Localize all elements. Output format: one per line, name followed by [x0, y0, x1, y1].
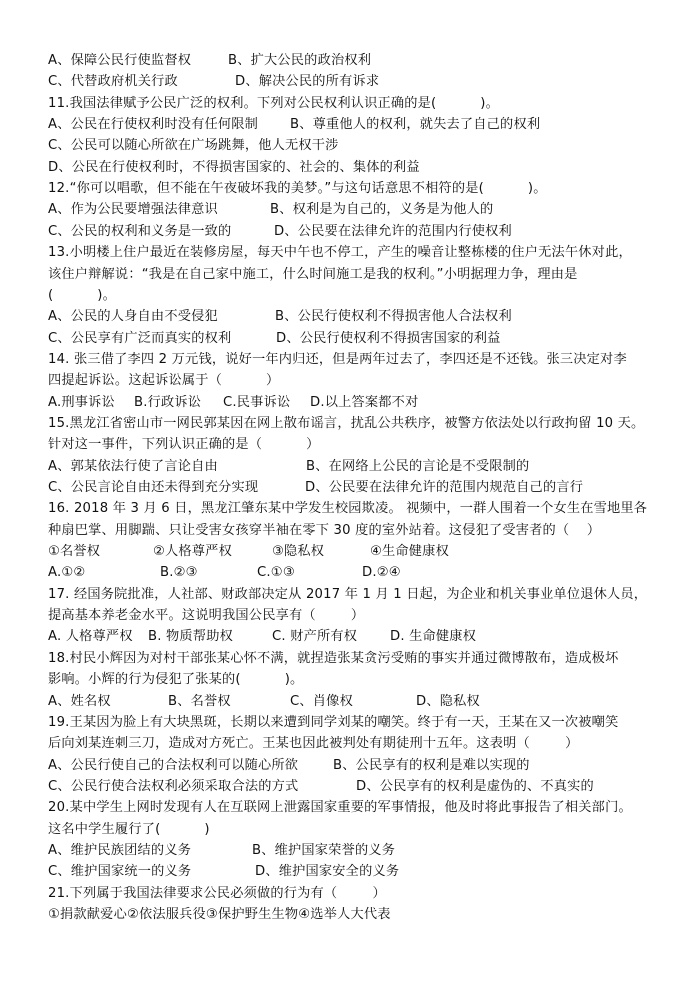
- question-line: 20.某中学生上网时发现有人在互联网上泄露国家重要的军事情报，他及时将此事报告了相关部门。: [48, 800, 632, 816]
- question-line: 该住户辩解说：“我是在自己家中施工，什么时间施工是我的权利。”小明据理力争，理由是: [48, 266, 578, 282]
- option-item: A.刑事诉讼: [48, 394, 115, 410]
- option-b: D、公民要在法律允许的范围内规范自己的言行: [305, 480, 584, 495]
- option-item: A.①②: [48, 565, 86, 581]
- option-b: B、维护国家荣誉的义务: [252, 842, 396, 858]
- option-b: D、公民行使权利不得损害国家的利益: [276, 330, 501, 346]
- option-row: [48, 456, 648, 477]
- question-line: 12.“你可以唱歌，但不能在午夜破坏我的美梦。”与这句话意思不相符的是( )。: [48, 181, 547, 197]
- option-item: C. 财产所有权: [272, 629, 358, 645]
- question-line: 15.黑龙江省密山市一网民郭某因在网上散布谣言，扰乱公共秩序，被警方依法处以行政拘留 10 天。: [48, 415, 645, 431]
- option-b: B、权利是为自己的，义务是为他人的: [270, 202, 494, 218]
- option-item: B. 物质帮助权: [148, 629, 233, 645]
- option-row: [48, 776, 648, 797]
- option-row: [48, 50, 648, 71]
- option-b: D、维护国家安全的义务: [255, 864, 400, 880]
- option-a: A、公民行使自己的合法权利可以随心所欲: [48, 757, 299, 773]
- option-b: B、公民行使权利不得损害他人合法权利: [275, 309, 512, 325]
- question-line: 提高基本养老金水平。这说明我国公民享有（ ）: [48, 608, 365, 624]
- option-item: D. 生命健康权: [390, 629, 477, 645]
- question-line: 11.我国法律赋予公民广泛的权利。下列对公民权利认识正确的是( )。: [48, 95, 500, 111]
- question-line: 这名中学生履行了( ): [48, 821, 210, 837]
- option-item: ③隐私权: [272, 544, 325, 560]
- question-line: 21.下列属于我国法律要求公民必须做的行为有（ ）: [48, 885, 386, 901]
- question-line: 后向刘某连刺三刀，造成对方死亡。王某也因此被判处有期徒刑十五年。这表明（ ）: [48, 736, 579, 752]
- option-b: B、尊重他人的权利，就失去了自己的权利: [290, 117, 541, 133]
- question-line: C、公民可以随心所欲在广场跳舞，他人无权干涉: [48, 138, 339, 154]
- question-line: ( )。: [48, 287, 116, 303]
- option-row: [48, 71, 648, 92]
- option-b: D、公民享有的权利是虚伪的、不真实的: [356, 778, 594, 794]
- question-line: 影响。小辉的行为侵犯了张某的( )。: [48, 672, 304, 688]
- option-item: D.②④: [362, 565, 401, 581]
- option-item: A. 人格尊严权: [48, 629, 133, 645]
- option-item: B.行政诉讼: [134, 394, 202, 410]
- option-row: [48, 562, 648, 583]
- option-row: [48, 477, 648, 498]
- option-row: [48, 221, 648, 242]
- option-row: [48, 755, 648, 776]
- option-a: C、公民的权利和义务是一致的: [48, 223, 232, 239]
- option-a: A、维护民族团结的义务: [48, 842, 192, 858]
- option-a: C、代替政府机关行政: [48, 74, 178, 90]
- option-a: C、公民言论自由还未得到充分实现: [48, 480, 259, 495]
- option-item: C、肖像权: [290, 693, 353, 709]
- question-line: 18.村民小辉因为对村干部张某心怀不满，就捏造张某贪污受贿的事实并通过微博散布，造成极坏: [48, 650, 619, 666]
- option-item: D、隐私权: [416, 693, 480, 709]
- option-a: C、公民享有广泛而真实的权利: [48, 330, 232, 346]
- option-b: D、解决公民的所有诉求: [235, 74, 380, 90]
- option-row: [48, 691, 648, 712]
- option-b: B、在网络上公民的言论是不受限制的: [306, 458, 530, 474]
- question-line: 种扇巴掌、用脚踹、只让受害女孩穿半袖在零下 30 度的室外站着。这侵犯了受害者的（ ）: [48, 522, 601, 538]
- option-a: A、作为公民要增强法律意识: [48, 202, 218, 218]
- option-a: A、公民的人身自由不受侵犯: [48, 309, 218, 325]
- option-row: [48, 199, 648, 220]
- option-row: [48, 861, 648, 882]
- option-item: C.民事诉讼: [223, 394, 291, 410]
- option-b: D、公民要在法律允许的范围内行使权利: [274, 223, 512, 239]
- question-line: 针对这一事件，下列认识正确的是（ ）: [48, 437, 320, 453]
- option-item: D.以上答案都不对: [310, 394, 419, 410]
- question-line: D、公民在行使权利时，不得损害国家的、社会的、集体的利益: [48, 159, 420, 175]
- option-item: B.②③: [160, 565, 198, 581]
- option-item: A、姓名权: [48, 693, 111, 709]
- option-row: [48, 306, 648, 327]
- option-b: B、扩大公民的政治权利: [228, 53, 372, 68]
- option-row: [48, 114, 648, 135]
- option-b: B、公民享有的权利是难以实现的: [333, 757, 530, 773]
- question-line: ①捐款献爱心②依法服兵役③保护野生生物④选举人大代表: [48, 907, 391, 922]
- option-item: B、名誉权: [168, 693, 231, 709]
- option-a: C、维护国家统一的义务: [48, 864, 192, 880]
- question-line: 13.小明楼上住户最近在装修房屋，每天中午也不停工，产生的噪音让整栋楼的住户无法午休对此，: [48, 245, 632, 261]
- question-line: 四提起诉讼。这起诉讼属于（ ）: [48, 373, 280, 389]
- question-line: 14. 张三借了李四 2 万元钱，说好一年内归还，但是两年过去了，李四还是不还钱。张三决定对李: [48, 351, 627, 367]
- option-row: [48, 328, 648, 349]
- option-a: A、保障公民行使监督权: [48, 53, 192, 68]
- option-row: [48, 541, 648, 562]
- option-row: [48, 392, 648, 413]
- option-a: A、郭某依法行使了言论自由: [48, 458, 218, 474]
- option-a: A、公民在行使权利时没有任何限制: [48, 117, 259, 133]
- option-item: ①名誉权: [48, 544, 101, 560]
- option-item: ②人格尊严权: [153, 544, 232, 560]
- option-a: C、公民行使合法权利必须采取合法的方式: [48, 778, 299, 794]
- option-row: [48, 626, 648, 647]
- option-item: ④生命健康权: [370, 544, 449, 560]
- option-item: C.①③: [257, 565, 295, 581]
- option-row: [48, 840, 648, 861]
- question-line: 19.王某因为脸上有大块黑斑，长期以来遭到同学刘某的嘲笑。终于有一天，王某在又一次被嘲笑: [48, 714, 619, 730]
- question-line: 16. 2018 年 3 月 6 日，黑龙江肇东某中学发生校园欺凌。 视频中，一群人围着一个女生在雪地里各: [48, 501, 648, 517]
- question-line: 17. 经国务院批准，人社部、财政部决定从 2017 年 1 月 1 日起，为企业和机关事业单位退休人员，: [48, 586, 648, 602]
